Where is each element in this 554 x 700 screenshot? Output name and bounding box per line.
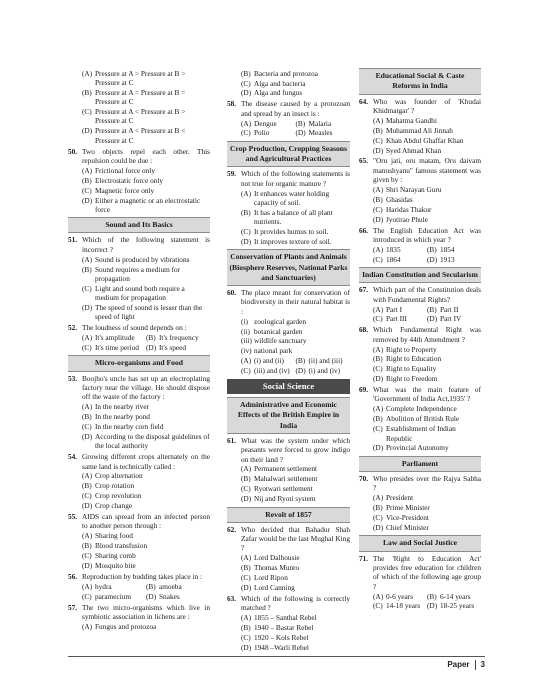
option: (C) 1920 – Kols Rebel bbox=[241, 633, 309, 643]
question-57: 57. The two micro-organisms which live in symbiotic association in lichens are : bbox=[68, 602, 210, 621]
option: (A) Sharing food bbox=[82, 531, 133, 541]
option: (D) Mosquito bite bbox=[82, 561, 136, 571]
option: (A) It enhances water holding capacity of soil. bbox=[241, 188, 330, 207]
question-66: 66. The English Education Act was introduced in which year ? bbox=[359, 225, 481, 244]
option: (A) Fungus and protozoa bbox=[82, 621, 157, 631]
question-58: 58. The disease caused by a protozoan and spread by an insect is : bbox=[227, 99, 350, 118]
footer-label: Paper bbox=[447, 660, 470, 670]
option: (B) Electrostatic force only bbox=[82, 175, 164, 185]
question-65: 65. "Oru jati, oru matam, Oru daivam manushyanu" famous statement was given by : bbox=[359, 156, 481, 184]
section-heading: Sound and Its Basics bbox=[68, 217, 210, 233]
question-63: 63. Which of the following is correctly matched ? bbox=[227, 593, 350, 613]
option: (D) Crop change bbox=[82, 501, 133, 511]
question-61: 61. What was the system under which peasants were forced to grow indigo on their land ? bbox=[227, 435, 350, 464]
option-row: (A) Dengue (B) Malaria bbox=[241, 118, 332, 128]
option: (A) Permanent settlement bbox=[241, 464, 318, 474]
option: (D) The speed of sound is lesser than the speed of light bbox=[82, 303, 203, 322]
option: (B) In the nearby pond bbox=[82, 412, 150, 422]
option: (D) Alga and fungus bbox=[241, 88, 303, 98]
section-heading: Crop Production, Cropping Seasons and Agricultural Practices bbox=[227, 141, 350, 168]
section-heading: Revolt of 1857 bbox=[227, 507, 350, 523]
question-55: 55. AIDS can spread from an infected person to another person through : bbox=[68, 512, 210, 531]
option: (C) Right to Equality bbox=[373, 364, 437, 374]
option: (C) In the nearby corn field bbox=[82, 422, 164, 432]
section-heading: Indian Constitution and Secularism bbox=[359, 267, 481, 283]
column-1 bbox=[68, 68, 210, 631]
option-row: (A) 1835 (B) 1854 bbox=[373, 244, 455, 254]
option: (C) Haridas Thakur bbox=[373, 204, 432, 214]
option: (A) Crop alternation bbox=[82, 471, 143, 481]
option: (D) Jyotirao Phule bbox=[373, 214, 428, 224]
option: (B) Mahalwari settlement bbox=[241, 474, 318, 484]
option: (C) It provides humus to soil. bbox=[241, 227, 329, 237]
option: (A) Lord Dalhousie bbox=[241, 553, 300, 563]
list-item: (iv) national park bbox=[241, 346, 293, 356]
option: (C) Alga and bacteria bbox=[241, 78, 306, 88]
section-heading: Administrative and Economic Effects of the British Empire in India bbox=[227, 397, 350, 434]
option: (C) Pressure at A < Pressure at B > Pressure at C bbox=[82, 107, 186, 126]
question-51: 51. Which of the following statement is incorrect ? bbox=[68, 235, 210, 254]
option-row: (C) It's time period (D) It's speed bbox=[82, 343, 187, 353]
question-59: 59. Which of the following statements is not true for organic manure ? bbox=[227, 169, 350, 188]
section-heading: Law and Social Justice bbox=[359, 535, 481, 551]
list-item: (iii) wildlife sanctuary bbox=[241, 336, 307, 346]
option: (A) Frictional force only bbox=[82, 165, 155, 175]
question-71: 71. The 'Right to Education Act' provides free education for children of which of the following age group ? bbox=[359, 553, 481, 591]
option: (C) Ryotwari settlement bbox=[241, 484, 313, 494]
options-continued bbox=[68, 69, 210, 145]
page-footer bbox=[68, 656, 485, 674]
option-row: (C) (iii) and (iv) (D) (i) and (iv) bbox=[241, 366, 341, 376]
option: (A) Pressure at A > Pressure at B > Pressure at C bbox=[82, 68, 186, 87]
option: (D) Lord Canning bbox=[241, 583, 295, 593]
option-row: (A) It's amplitude (B) It's frequency bbox=[82, 333, 199, 343]
option: (D) Pressure at A < Pressure at B < Pressure at C bbox=[82, 126, 186, 145]
option: (C) Crop revolution bbox=[82, 491, 142, 501]
option: (D) It improves texture of soil. bbox=[241, 236, 332, 246]
option: (D) 1948 –Warli Rebel bbox=[241, 642, 309, 652]
page-number-box bbox=[447, 660, 485, 670]
option: (B) 1940 – Bastar Rebel bbox=[241, 623, 314, 633]
question-56: 56. Reproduction by budding takes place in : bbox=[68, 571, 202, 581]
subject-heading: Social Science bbox=[227, 379, 350, 395]
option: (A) Complete Independence bbox=[373, 404, 457, 414]
question-54: 54. Growing different crops alternately on the same land is technically called : bbox=[68, 452, 210, 471]
option: (B) Pressure at A = Pressure at B = Pressure at C bbox=[82, 87, 186, 107]
option: (A) President bbox=[373, 493, 414, 503]
list-item: (i) zoological garden bbox=[241, 316, 307, 326]
section-heading: Conservation of Plants and Animals (Biosphere Reserves, National Parks and Sanctuaries) bbox=[227, 249, 350, 286]
question-67: 67. Which part of the Constitution deals with Fundamental Rights? bbox=[359, 285, 481, 304]
option-row: (A) (i) and (ii) (B) (ii) and (iii) bbox=[241, 356, 343, 366]
option: (A) Shri Narayan Guru bbox=[373, 184, 442, 194]
option: (B) It has a balance of all plant nutrients. bbox=[241, 207, 333, 227]
option: (A) Sound is produced by vibrations bbox=[82, 254, 190, 264]
page-number: 3 bbox=[480, 660, 485, 670]
option: (B) Crop rotation bbox=[82, 481, 135, 491]
question-60: 60. The place meant for conservation of biodiversity in their natural habitat is : bbox=[227, 288, 350, 316]
option: (D) Nij and Ryoti system bbox=[241, 494, 316, 504]
option-row: (C) Part III (D) Part IV bbox=[373, 314, 462, 324]
option: (B) Thomas Munro bbox=[241, 563, 300, 573]
list-item: (ii) botanical garden bbox=[241, 326, 303, 336]
option: (B) Abolition of British Rule bbox=[373, 414, 460, 424]
option: (D) Syed Ahmad Khan bbox=[373, 145, 442, 155]
option: (B) Ghasidas bbox=[373, 194, 413, 204]
option-row: (A) hydra (B) amoeba bbox=[82, 581, 182, 591]
question-50: 50. Two objects repel each other. This repulsion could be due : bbox=[68, 146, 210, 165]
option-row: (C) paramecium (D) Snakes bbox=[82, 591, 180, 601]
option: (D) Provincial Autonomy bbox=[373, 443, 449, 453]
section-heading: Educational Social & Caste Reforms in India bbox=[359, 68, 481, 95]
option: (B) Muhammad Ali Jinnah bbox=[373, 125, 453, 135]
option-row: (A) Part I (B) Part II bbox=[373, 304, 459, 314]
option-row: (C) 1864 (D) 1913 bbox=[373, 254, 455, 264]
option: (D) Either a magnetic or an electrostatic force bbox=[82, 195, 201, 214]
column-3 bbox=[359, 68, 481, 611]
section-heading: Parliament bbox=[359, 456, 481, 472]
option: (D) According to the disposal guidelines of the local authority bbox=[82, 432, 210, 451]
option: (A) Right to Property bbox=[373, 344, 437, 354]
option: (C) Vice-President bbox=[373, 513, 429, 523]
option: (A) Mahatma Gandhi bbox=[373, 115, 437, 125]
option: (B) Right to Education bbox=[373, 354, 442, 364]
option: (C) Light and sound both require a medium for propagation bbox=[82, 283, 185, 303]
option-row: (A) 0-6 years (B) 6-14 years bbox=[373, 591, 471, 601]
option: (C) Establishment of Indian Republic bbox=[373, 424, 456, 443]
option: (A) In the nearby river bbox=[82, 402, 150, 412]
option: (D) Chief Minister bbox=[373, 523, 429, 533]
option: (A) 1855 – Santhal Rebel bbox=[241, 613, 317, 623]
section-heading: Micro-organisms and Food bbox=[68, 355, 210, 371]
option: (C) Sharing comb bbox=[82, 551, 136, 561]
question-62: 62. Who decided that Bahadur Shah Zafar would be the last Mughal King ? bbox=[227, 524, 350, 553]
option: (B) Blood transfusion bbox=[82, 541, 148, 551]
option: (C) Magnetic force only bbox=[82, 185, 155, 195]
option: (C) Khan Abdul Ghaffar Khan bbox=[373, 135, 464, 145]
option-row: (C) Polio (D) Measles bbox=[241, 128, 333, 138]
question-53: 53. Boojho's uncle has set up an electroplating factory near the village. He should dispose off the waste of the factory : bbox=[68, 373, 210, 402]
column-2 bbox=[227, 68, 350, 652]
question-52: 52. The loudness of sound depends on : bbox=[68, 323, 187, 333]
option: (D) Right to Freedom bbox=[373, 374, 438, 384]
question-69: 69. What was the main feature of 'Government of India Act,1935' ? bbox=[359, 385, 481, 404]
question-70: 70. Who presides over the Rajya Sabha ? bbox=[359, 474, 481, 493]
question-64: 64. Who was founder of 'Khudai Khidmatgar' ? bbox=[359, 96, 481, 115]
option: (C) Lord Ripon bbox=[241, 573, 288, 583]
option: (B) Prime Minister bbox=[373, 503, 430, 513]
footer-divider bbox=[475, 660, 476, 670]
question-68: 68. Which Fundamental Right was removed by 44th Amendment ? bbox=[359, 325, 481, 344]
option: (B) Sound requires a medium for propagation bbox=[82, 264, 181, 283]
option-row: (C) 14-18 years (D) 18-25 years bbox=[373, 601, 475, 611]
option: (B) Bacteria and protozoa bbox=[241, 68, 319, 78]
